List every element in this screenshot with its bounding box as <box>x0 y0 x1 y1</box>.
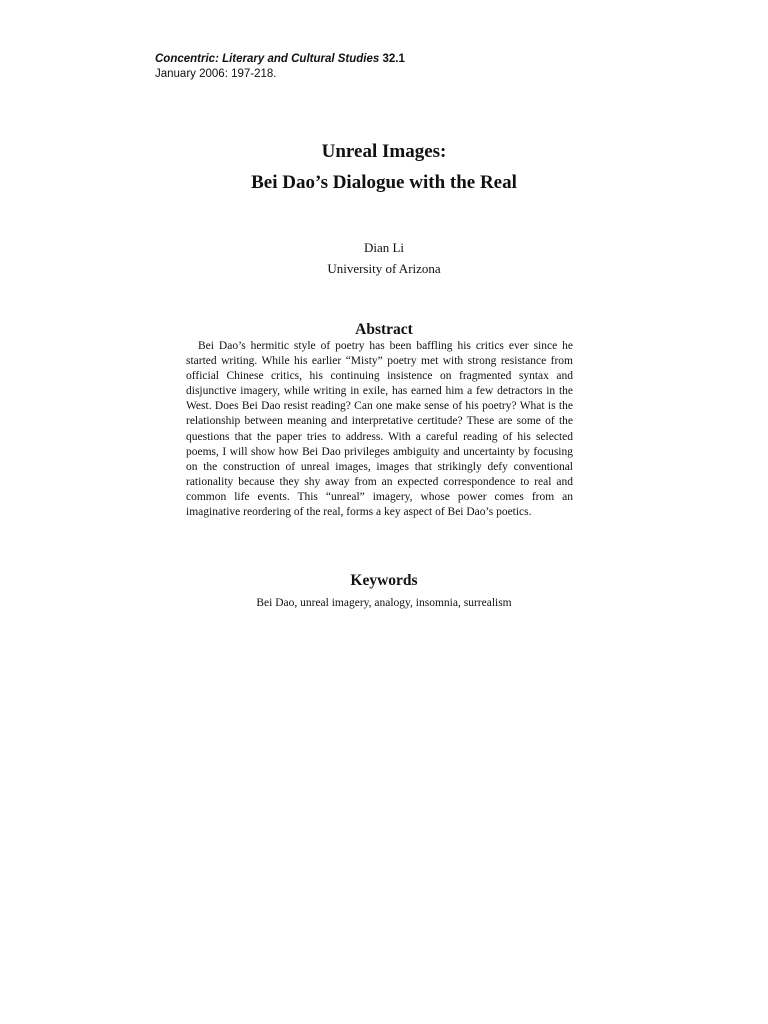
journal-citation-line <box>155 52 405 67</box>
author-affiliation: University of Arizona <box>327 261 441 276</box>
paper-title-line-2: Bei Dao’s Dialogue with the Real <box>251 172 517 193</box>
paper-title-line-1: Unreal Images: <box>321 141 447 162</box>
author-block <box>0 237 768 279</box>
abstract-text: Bei Dao’s hermitic style of poetry has been baffling his critics ever since he started writing. While his earlier “Misty” poetry met with strong resistance from official Chinese critics, his continuing insistence on fragmented syntax and disjunctive imagery, while writing in exile, has earned him a few detractors in the West. Does Bei Dao resist reading? Can one make sense of his poetry? What is the relationship between meaning and interpretative certitude? These are some of the questions that the paper tries to address. With a careful reading of his selected poems, I will show how Bei Dao privileges ambiguity and uncertainty by focusing on the construction of unreal images, images that strikingly defy conventional rationality because they shy away from an expected correspondence to real and common life events. This “unreal” imagery, whose power comes from an imaginative reordering of the real, forms a key aspect of Bei Dao’s poetics. <box>186 340 573 519</box>
journal-header <box>155 52 405 82</box>
abstract-heading: Abstract <box>355 321 413 338</box>
journal-name: Concentric: Literary and Cultural Studies <box>155 53 380 65</box>
journal-volume: 32.1 <box>382 53 405 65</box>
author-name: Dian Li <box>363 240 405 255</box>
journal-date-pages: January 2006: 197-218. <box>155 68 277 80</box>
keywords-heading: Keywords <box>350 572 418 589</box>
keywords-text: Bei Dao, unreal imagery, analogy, insomnia, surrealism <box>256 597 512 609</box>
paper-title <box>0 136 768 198</box>
